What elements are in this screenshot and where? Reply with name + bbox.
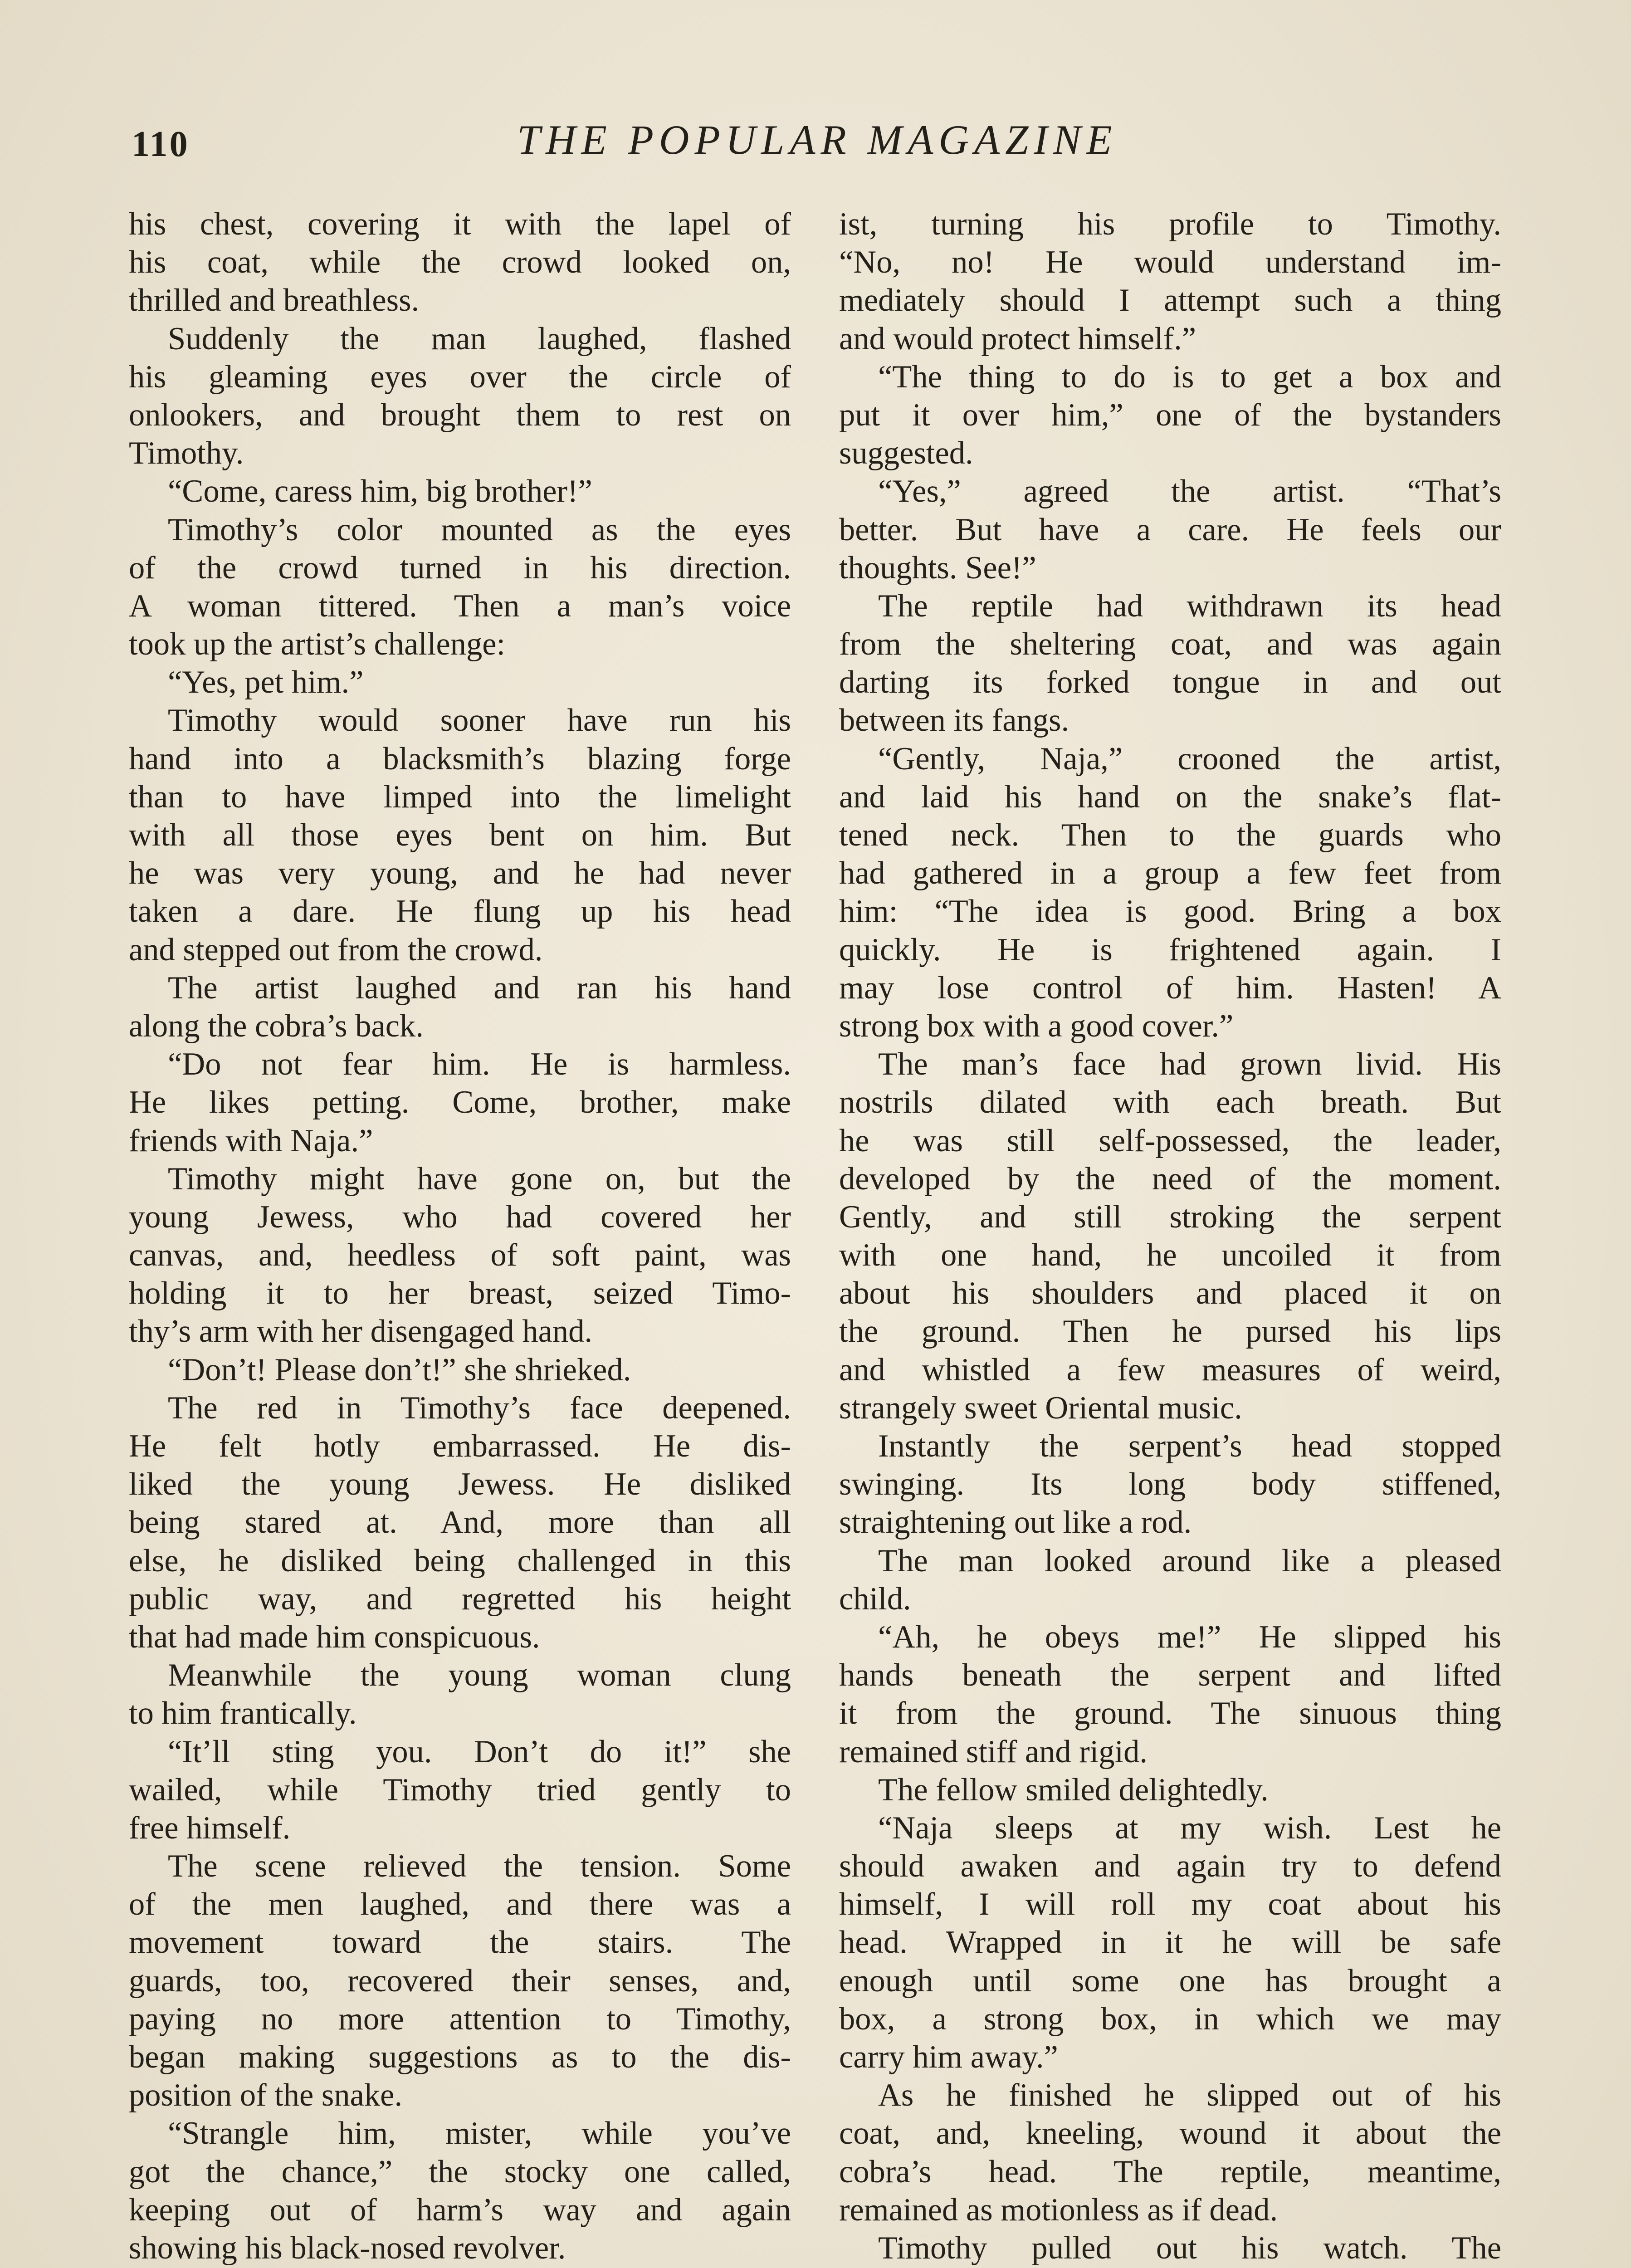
page-number: 110 <box>132 124 190 164</box>
text-line: young Jewess, who had covered her <box>129 1199 791 1235</box>
text-line: the ground. Then he pursed his lips <box>839 1314 1501 1349</box>
text-line: cobra’s head. The reptile, meantime, <box>839 2154 1501 2190</box>
text-line: took up the artist’s challenge: <box>129 626 506 662</box>
text-line: The red in Timothy’s face deepened. <box>168 1390 791 1426</box>
text-line: guards, too, recovered their senses, and, <box>129 1963 791 1999</box>
text-line: along the cobra’s back. <box>129 1008 424 1044</box>
text-line: with one hand, he uncoiled it from <box>839 1237 1501 1273</box>
text-line: “It’ll sting you. Don’t do it!” she <box>168 1734 791 1769</box>
text-line: suggested. <box>839 435 973 471</box>
text-line: of the men laughed, and there was a <box>129 1887 791 1922</box>
text-line: to him frantically. <box>129 1696 357 1731</box>
right-text-column <box>839 205 1501 2267</box>
text-line: carry him away.” <box>839 2039 1058 2075</box>
text-line: coat, and, kneeling, wound it about the <box>839 2116 1501 2151</box>
text-line: position of the snake. <box>129 2077 403 2113</box>
text-line: had gathered in a group a few feet from <box>839 855 1501 891</box>
text-line: Meanwhile the young woman clung <box>168 1657 791 1693</box>
text-line: The man looked around like a pleased <box>878 1543 1501 1579</box>
text-line: The fellow smiled delightedly. <box>878 1772 1269 1808</box>
text-line: began making suggestions as to the dis- <box>129 2039 791 2075</box>
text-line: He felt hotly embarrassed. He dis- <box>129 1428 791 1464</box>
text-line: showing his black-nosed revolver. <box>129 2230 566 2266</box>
text-line: himself, I will roll my coat about his <box>839 1887 1501 1922</box>
text-line: than to have limped into the limelight <box>129 779 791 815</box>
text-line: hand into a blacksmith’s blazing forge <box>129 741 791 777</box>
text-line: better. But have a care. He feels our <box>839 512 1501 547</box>
text-line: about his shoulders and placed it on <box>839 1276 1501 1311</box>
text-line: strong box with a good cover.” <box>839 1008 1234 1044</box>
text-line: child. <box>839 1581 911 1617</box>
text-line: of the crowd turned in his direction. <box>129 550 791 586</box>
text-line: should awaken and again try to defend <box>839 1848 1501 1884</box>
text-line: Timothy’s color mounted as the eyes <box>168 512 791 547</box>
text-line: mediately should I attempt such a thing <box>839 283 1501 318</box>
text-line: enough until some one has brought a <box>839 1963 1501 1999</box>
text-line: “Gently, Naja,” crooned the artist, <box>878 741 1501 777</box>
text-line: Timothy pulled out his watch. The <box>878 2230 1501 2266</box>
text-line: “Yes, pet him.” <box>168 665 364 700</box>
text-line: box, a strong box, in which we may <box>839 2001 1501 2037</box>
running-title: THE POPULAR MAGAZINE <box>517 117 1118 163</box>
text-line: “Strangle him, mister, while you’ve <box>168 2116 791 2151</box>
text-line: else, he disliked being challenged in this <box>129 1543 791 1579</box>
text-line: and whistled a few measures of weird, <box>839 1352 1501 1388</box>
left-text-column <box>129 205 791 2268</box>
text-line: “Yes,” agreed the artist. “That’s <box>878 474 1501 509</box>
text-line: “Naja sleeps at my wish. Lest he <box>878 1810 1501 1846</box>
text-line: with all those eyes bent on him. But <box>129 817 791 853</box>
text-line: he was very young, and he had never <box>129 855 791 891</box>
text-line: “Do not fear him. He is harmless. <box>168 1046 791 1082</box>
text-line: “No, no! He would understand im- <box>839 244 1501 280</box>
text-line: Timothy. <box>129 435 244 471</box>
text-line: movement toward the stairs. The <box>129 1925 791 1960</box>
text-line: The man’s face had grown livid. His <box>878 1046 1501 1082</box>
text-line: it from the ground. The sinuous thing <box>839 1696 1501 1731</box>
text-line: that had made him conspicuous. <box>129 1619 540 1655</box>
text-line: being stared at. And, more than all <box>129 1505 791 1540</box>
text-line: keeping out of harm’s way and again <box>129 2192 791 2228</box>
text-line: “Ah, he obeys me!” He slipped his <box>878 1619 1501 1655</box>
text-line: and stepped out from the crowd. <box>129 932 543 968</box>
text-line: The scene relieved the tension. Some <box>168 1848 791 1884</box>
text-line: remained stiff and rigid. <box>839 1734 1148 1769</box>
text-line: he was still self-possessed, the leader, <box>839 1123 1501 1158</box>
text-line: straightening out like a rod. <box>839 1505 1192 1540</box>
text-line: Gently, and still stroking the serpent <box>839 1199 1501 1235</box>
text-line: his gleaming eyes over the circle of <box>129 359 791 395</box>
text-line: Suddenly the man laughed, flashed <box>168 321 791 357</box>
text-line: As he finished he slipped out of his <box>878 2077 1501 2113</box>
text-line: thy’s arm with her disengaged hand. <box>129 1314 593 1349</box>
text-line: ist, turning his profile to Timothy. <box>839 206 1501 242</box>
text-line: and laid his hand on the snake’s flat- <box>839 779 1501 815</box>
text-line: him: “The idea is good. Bring a box <box>839 894 1501 929</box>
text-line: holding it to her breast, seized Timo- <box>129 1276 791 1311</box>
text-line: between its fangs. <box>839 703 1069 738</box>
page-header <box>127 116 1501 179</box>
text-line: got the chance,” the stocky one called, <box>129 2154 791 2190</box>
text-line: may lose control of him. Hasten! A <box>839 970 1501 1006</box>
text-line: liked the young Jewess. He disliked <box>129 1466 791 1502</box>
text-line: canvas, and, heedless of soft paint, was <box>129 1237 791 1273</box>
text-line: wailed, while Timothy tried gently to <box>129 1772 791 1808</box>
text-line: darting its forked tongue in and out <box>839 665 1501 700</box>
text-line: Timothy would sooner have run his <box>168 703 791 738</box>
text-line: nostrils dilated with each breath. But <box>839 1085 1501 1120</box>
text-line: his coat, while the crowd looked on, <box>129 244 791 280</box>
text-line: “The thing to do is to get a box and <box>878 359 1501 395</box>
text-line: tened neck. Then to the guards who <box>839 817 1501 853</box>
text-line: swinging. Its long body stiffened, <box>839 1466 1501 1502</box>
text-line: put it over him,” one of the bystanders <box>839 397 1501 433</box>
text-line: and would protect himself.” <box>839 321 1196 357</box>
text-line: friends with Naja.” <box>129 1123 373 1158</box>
text-line: public way, and regretted his height <box>129 1581 791 1617</box>
text-line: The artist laughed and ran his hand <box>168 970 791 1006</box>
text-line: developed by the need of the moment. <box>839 1161 1501 1197</box>
text-line: his chest, covering it with the lapel of <box>129 206 791 242</box>
text-line: onlookers, and brought them to rest on <box>129 397 791 433</box>
text-line: quickly. He is frightened again. I <box>839 932 1501 968</box>
text-line: paying no more attention to Timothy, <box>129 2001 791 2037</box>
text-line: “Come, caress him, big brother!” <box>168 474 592 509</box>
text-line: strangely sweet Oriental music. <box>839 1390 1242 1426</box>
text-line: Timothy might have gone on, but the <box>168 1161 791 1197</box>
text-line: thrilled and breathless. <box>129 283 420 318</box>
text-line: “Don’t! Please don’t!” she shrieked. <box>168 1352 631 1388</box>
text-line: thoughts. See!” <box>839 550 1036 586</box>
text-line: taken a dare. He flung up his head <box>129 894 791 929</box>
text-line: Instantly the serpent’s head stopped <box>878 1428 1501 1464</box>
text-line: A woman tittered. Then a man’s voice <box>129 588 791 624</box>
text-line: head. Wrapped in it he will be safe <box>839 1925 1501 1960</box>
text-line: The reptile had withdrawn its head <box>878 588 1501 624</box>
text-line: remained as motionless as if dead. <box>839 2192 1278 2228</box>
text-line: free himself. <box>129 1810 291 1846</box>
text-line: from the sheltering coat, and was again <box>839 626 1501 662</box>
text-line: He likes petting. Come, brother, make <box>129 1085 791 1120</box>
text-line: hands beneath the serpent and lifted <box>839 1657 1501 1693</box>
